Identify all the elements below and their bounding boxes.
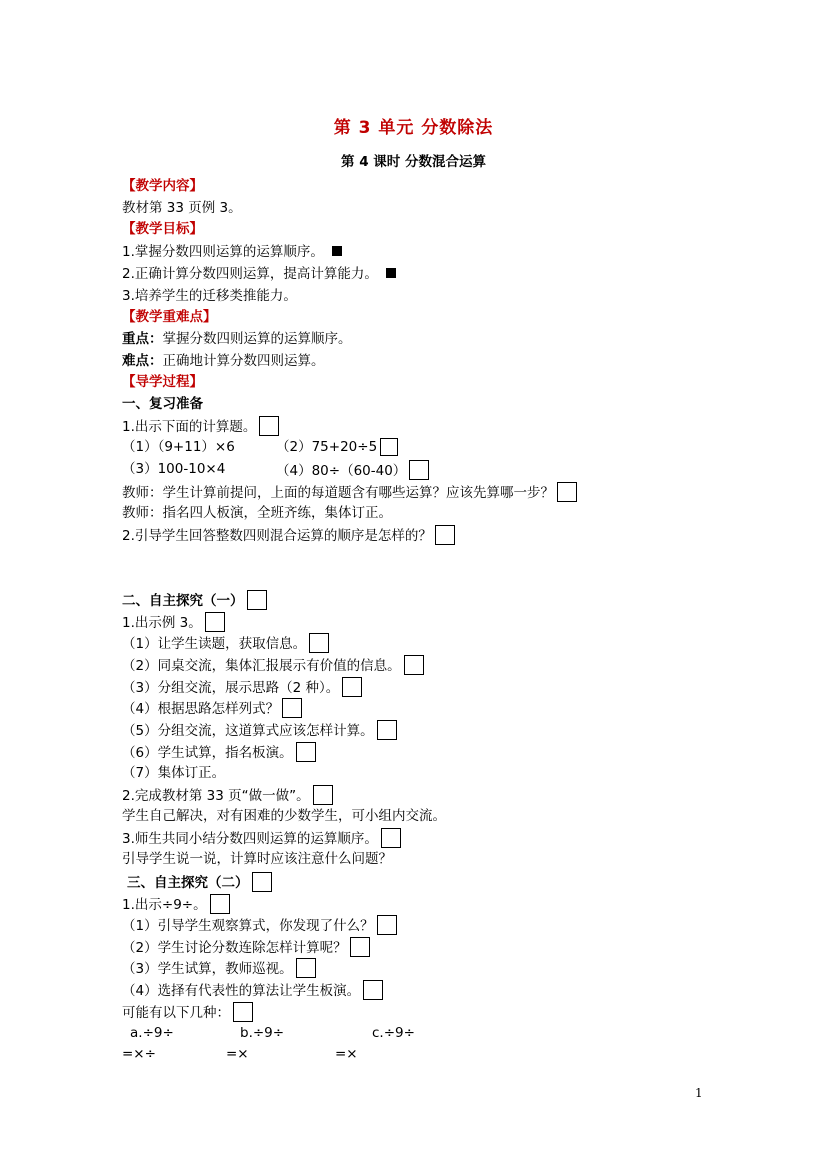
empty-box (309, 633, 329, 653)
p2-step-6 (122, 742, 316, 762)
p2-item-2-text: 2.完成教材第 33 页“做一做”。 (122, 788, 310, 804)
goal-3: 3.培养学生的迁移类推能力。 (122, 288, 297, 304)
p2-step-1-text: （1）让学生读题，获取信息。 (122, 636, 307, 652)
p3-possible-intro-text: 可能有以下几种： (122, 1005, 230, 1021)
p1-teacher-2: 教师：指名四人板演，全班齐练，集体订正。 (122, 505, 392, 521)
p2-step-7: （7）集体订正。 (122, 765, 226, 781)
part-2-heading (122, 590, 267, 610)
p2-step-5 (122, 720, 397, 740)
part-2-heading-text: 二、自主探究（一） (122, 593, 244, 609)
part-3-heading-text: 三、自主探究（二） (127, 875, 249, 891)
p2-item-2-note: 学生自己解决，对有困难的少数学生，可小组内交流。 (122, 808, 446, 824)
method-a: a.÷9÷ (130, 1025, 174, 1041)
goal-1 (122, 243, 342, 261)
empty-box (233, 1002, 253, 1022)
key-text: 掌握分数四则运算的运算顺序。 (162, 331, 352, 347)
part-1-heading: 一、复习准备 (122, 396, 203, 412)
empty-box (363, 980, 383, 1000)
goal-2-text: 2.正确计算分数四则运算，提高计算能力。 (122, 266, 378, 282)
p1-question-2 (276, 438, 398, 456)
p3-step-2 (122, 937, 370, 957)
p3-step-3-text: （3）学生试算，教师巡视。 (122, 961, 293, 977)
empty-box (205, 612, 225, 632)
difficult-label: 难点： (122, 353, 163, 369)
p2-step-2 (122, 655, 424, 675)
p1-question-4 (276, 460, 429, 480)
empty-box (252, 872, 272, 892)
p2-step-6-text: （6）学生试算，指名板演。 (122, 745, 293, 761)
method-a-line-2: =×÷ (122, 1046, 156, 1062)
p3-possible-intro (122, 1002, 253, 1022)
p2-step-5-text: （5）分组交流，这道算式应该怎样计算。 (122, 723, 374, 739)
content-text: 教材第 33 页例 3。 (122, 200, 242, 216)
method-c-line-2: =× (335, 1046, 358, 1062)
page-title: 第 3 单元 分数除法 (333, 118, 494, 138)
p1-question-3: （3）100-10×4 (122, 461, 226, 477)
empty-box (380, 438, 398, 456)
empty-box (557, 482, 577, 502)
p2-item-2 (122, 785, 333, 805)
p3-step-1 (122, 915, 397, 935)
p1-item-2-text: 2.引导学生回答整数四则混合运算的顺序是怎样的？ (122, 528, 432, 544)
p1-item-2 (122, 525, 455, 545)
p1-teacher-1 (122, 482, 577, 502)
p2-item-3-note: 引导学生说一说，计算时应该注意什么问题？ (122, 851, 392, 867)
method-b-line-2: =× (226, 1046, 249, 1062)
section-heading-process: 【导学过程】 (122, 374, 203, 390)
p2-step-3 (122, 677, 362, 697)
empty-box (377, 720, 397, 740)
p2-item-1-text: 1.出示例 3。 (122, 615, 202, 631)
empty-box (377, 915, 397, 935)
p3-step-4 (122, 980, 383, 1000)
empty-box (259, 416, 279, 436)
empty-box (282, 698, 302, 718)
p2-step-2-text: （2）同桌交流，集体汇报展示有价值的信息。 (122, 658, 401, 674)
empty-box (247, 590, 267, 610)
p2-step-4 (122, 698, 302, 718)
empty-box (210, 894, 230, 914)
section-heading-key: 【教学重难点】 (122, 309, 217, 325)
empty-box (435, 525, 455, 545)
section-heading-content: 【教学内容】 (122, 178, 203, 194)
empty-box (296, 742, 316, 762)
difficult-text: 正确地计算分数四则运算。 (162, 353, 325, 369)
p2-item-1 (122, 612, 225, 632)
p1-question-4-text: （4）80÷（60-40） (276, 463, 407, 479)
p1-teacher-1-text: 教师：学生计算前提问，上面的每道题含有哪些运算？应该先算哪一步？ (122, 485, 554, 501)
p1-item-1-text: 1.出示下面的计算题。 (122, 419, 257, 435)
empty-box (296, 958, 316, 978)
p1-question-2-text: （2）75+20÷5 (276, 439, 378, 455)
empty-box (404, 655, 424, 675)
goal-2 (122, 265, 396, 283)
black-square-icon (386, 268, 396, 278)
p2-step-1 (122, 633, 329, 653)
p2-item-3 (122, 828, 401, 848)
p3-step-4-text: （4）选择有代表性的算法让学生板演。 (122, 983, 361, 999)
p3-item-1-text: 1.出示÷9÷。 (122, 897, 207, 913)
part-3-heading (127, 872, 272, 892)
empty-box (350, 937, 370, 957)
p2-step-3-text: （3）分组交流，展示思路（2 种）。 (122, 680, 340, 696)
difficult-point (122, 352, 325, 370)
page-number: 1 (695, 1086, 703, 1100)
p2-item-3-text: 3.师生共同小结分数四则运算的运算顺序。 (122, 831, 378, 847)
p2-step-4-text: （4）根据思路怎样列式？ (122, 701, 280, 717)
black-square-icon (332, 246, 342, 256)
p1-item-1 (122, 416, 279, 436)
p3-item-1 (122, 894, 230, 914)
lesson-subtitle: 第 4 课时 分数混合运算 (341, 154, 486, 170)
empty-box (342, 677, 362, 697)
empty-box (409, 460, 429, 480)
key-label: 重点： (122, 331, 163, 347)
p3-step-2-text: （2）学生讨论分数连除怎样计算呢？ (122, 940, 347, 956)
method-b: b.÷9÷ (240, 1025, 285, 1041)
empty-box (313, 785, 333, 805)
section-heading-goals: 【教学目标】 (122, 221, 203, 237)
goal-1-text: 1.掌握分数四则运算的运算顺序。 (122, 244, 324, 260)
key-point (122, 330, 352, 348)
p3-step-1-text: （1）引导学生观察算式，你发现了什么？ (122, 918, 374, 934)
p3-step-3 (122, 958, 316, 978)
empty-box (381, 828, 401, 848)
p1-question-1: （1）（9+11）×6 (122, 439, 235, 455)
method-c: c.÷9÷ (372, 1025, 415, 1041)
